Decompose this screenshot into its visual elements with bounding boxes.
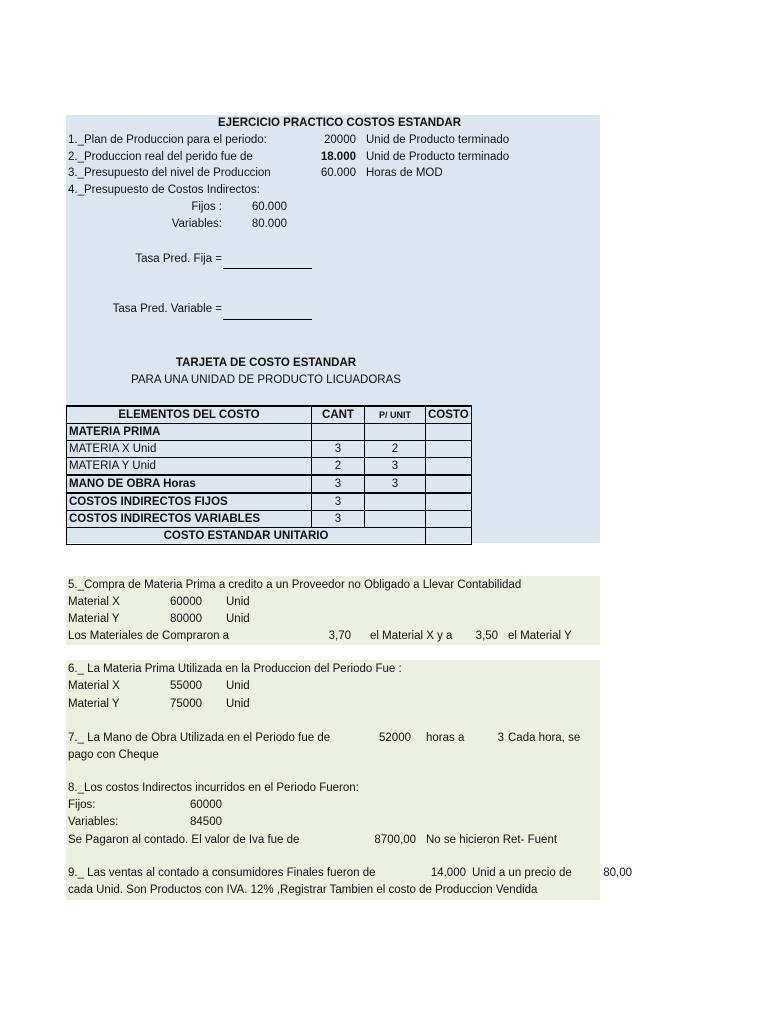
col-header-cant: CANT <box>312 406 365 424</box>
s5-my-unit: Unid <box>226 613 250 625</box>
row-costo <box>426 493 472 511</box>
s8-variables-value: 84500 <box>190 816 222 828</box>
item-3-value: 60.000 <box>320 167 356 179</box>
row-cant: 3 <box>312 475 365 493</box>
table-header-row <box>67 406 472 424</box>
row-punit <box>365 493 426 511</box>
item-1-value: 20000 <box>324 134 356 146</box>
col-header-costo: COSTO <box>426 406 472 424</box>
row-cant <box>312 424 365 441</box>
s7-a: 7._ La Mano de Obra Utilizada en el Periodo fue de <box>68 732 331 744</box>
s6-my-label: Material Y <box>68 698 120 710</box>
item-1-unit: Unid de Producto terminado <box>366 134 510 146</box>
s5-my-value: 80000 <box>170 613 202 625</box>
s8-fijos-value: 60000 <box>190 799 222 811</box>
s7-hours: 52000 <box>379 732 411 744</box>
s5-mx-unit: Unid <box>226 596 250 608</box>
section-6-9-panel <box>66 660 600 900</box>
card-subtitle: PARA UNA UNIDAD DE PRODUCTO LICUADORAS <box>131 374 401 386</box>
s6-mx-value: 55000 <box>170 680 202 692</box>
total-label: COSTO ESTANDAR UNITARIO <box>67 528 426 545</box>
s5-title: 5._Compra de Materia Prima a credito a un Proveedor no Obligado a Llevar Contabilidad <box>68 579 522 591</box>
table-row <box>67 511 472 528</box>
s6-my-unit: Unid <box>226 698 250 710</box>
item-1-label: 1._Plan de Produccion para el periodo: <box>68 134 267 146</box>
row-label: COSTOS INDIRECTOS FIJOS <box>67 493 312 511</box>
s9-units: 14.000 <box>430 867 466 879</box>
row-cant: 3 <box>312 441 365 458</box>
row-punit <box>365 424 426 441</box>
s6-mx-label: Material X <box>68 680 120 692</box>
s5-line3-a: Los Materiales de Compraron a <box>68 630 230 642</box>
s5-price-x: 3,70 <box>328 630 351 642</box>
row-label: MANO DE OBRA Horas <box>67 475 312 493</box>
s7-rate: 3 <box>497 732 504 744</box>
tasa-variable-blank <box>223 319 312 320</box>
row-label: MATERIA X Unid <box>67 441 312 458</box>
col-header-punit: P/ UNIT <box>365 406 426 424</box>
s8-variables-label: Variables: <box>68 816 119 828</box>
s8-iva-value: 8700,00 <box>374 834 416 846</box>
page-title: EJERCICIO PRACTICO COSTOS ESTANDAR <box>218 117 462 129</box>
row-punit: 3 <box>365 458 426 476</box>
item-2-value: 18.000 <box>320 151 356 163</box>
row-punit <box>365 511 426 528</box>
s8-line4-c: No se hicieron Ret- Fuent <box>426 834 558 846</box>
s6-title: 6._ La Materia Prima Utilizada en la Produccion del Periodo Fue : <box>68 663 402 675</box>
table-total-row <box>67 528 472 545</box>
s5-mx-value: 60000 <box>170 596 202 608</box>
s6-my-value: 75000 <box>170 698 202 710</box>
row-cant: 3 <box>312 511 365 528</box>
tasa-fija-label: Tasa Pred. Fija = <box>135 253 222 265</box>
s8-fijos-label: Fijos: <box>68 799 96 811</box>
s9-a: 9._ Las ventas al contado a consumidores Finales fueron de <box>68 867 376 879</box>
s9-c: Unid a un precio de <box>472 867 572 879</box>
row-cant: 2 <box>312 458 365 476</box>
row-costo <box>426 441 472 458</box>
s5-mx-label: Material X <box>68 596 120 608</box>
s5-line3-c: el Material X y a <box>370 630 453 642</box>
card-title: TARJETA DE COSTO ESTANDAR <box>175 357 357 369</box>
s5-my-label: Material Y <box>68 613 120 625</box>
row-punit: 3 <box>365 475 426 493</box>
tasa-fija-blank <box>223 268 312 269</box>
item-4-label: 4._Presupuesto de Costos Indirectos: <box>68 184 260 196</box>
row-label: MATERIA PRIMA <box>67 424 312 441</box>
table-row <box>67 475 472 493</box>
total-costo <box>426 528 472 545</box>
row-costo <box>426 458 472 476</box>
row-label: COSTOS INDIRECTOS VARIABLES <box>67 511 312 528</box>
variables-label: Variables: <box>171 218 222 230</box>
table-row <box>67 493 472 511</box>
standard-cost-table <box>66 405 472 545</box>
s5-price-y: 3,50 <box>475 630 498 642</box>
s7-e: Cada hora, se <box>508 732 581 744</box>
row-punit: 2 <box>365 441 426 458</box>
item-3-label: 3._Presupuesto del nivel de Produccion <box>68 167 271 179</box>
row-costo <box>426 511 472 528</box>
item-3-unit: Horas de MOD <box>366 167 443 179</box>
s9-line2: cada Unid. Son Productos con IVA. 12% ,Registrar Tambien el costo de Produccion Vendida <box>68 884 538 896</box>
s7-c: horas a <box>426 732 465 744</box>
item-2-label: 2._Produccion real del perido fue de <box>68 151 253 163</box>
s8-title: 8._Los costos Indirectos incurridos en el Periodo Fueron: <box>68 782 359 794</box>
table-row <box>67 424 472 441</box>
row-cant: 3 <box>312 493 365 511</box>
table-row <box>67 458 472 476</box>
s7-line2: pago con Cheque <box>68 749 159 761</box>
row-costo <box>426 475 472 493</box>
table-row <box>67 441 472 458</box>
row-label: MATERIA Y Unid <box>67 458 312 476</box>
item-2-unit: Unid de Producto terminado <box>366 151 510 163</box>
s6-mx-unit: Unid <box>226 680 250 692</box>
tasa-variable-label: Tasa Pred. Variable = <box>112 303 222 315</box>
fijos-label: Fijos : <box>191 201 222 213</box>
row-costo <box>426 424 472 441</box>
s5-line3-e: el Material Y <box>508 630 572 642</box>
fijos-value: 60.000 <box>251 201 287 213</box>
s8-line4-a: Se Pagaron al contado. El valor de Iva fue de <box>68 834 300 846</box>
s9-price: 80,00 <box>603 867 632 879</box>
col-header-elementos: ELEMENTOS DEL COSTO <box>67 406 312 424</box>
variables-value: 80.000 <box>251 218 287 230</box>
